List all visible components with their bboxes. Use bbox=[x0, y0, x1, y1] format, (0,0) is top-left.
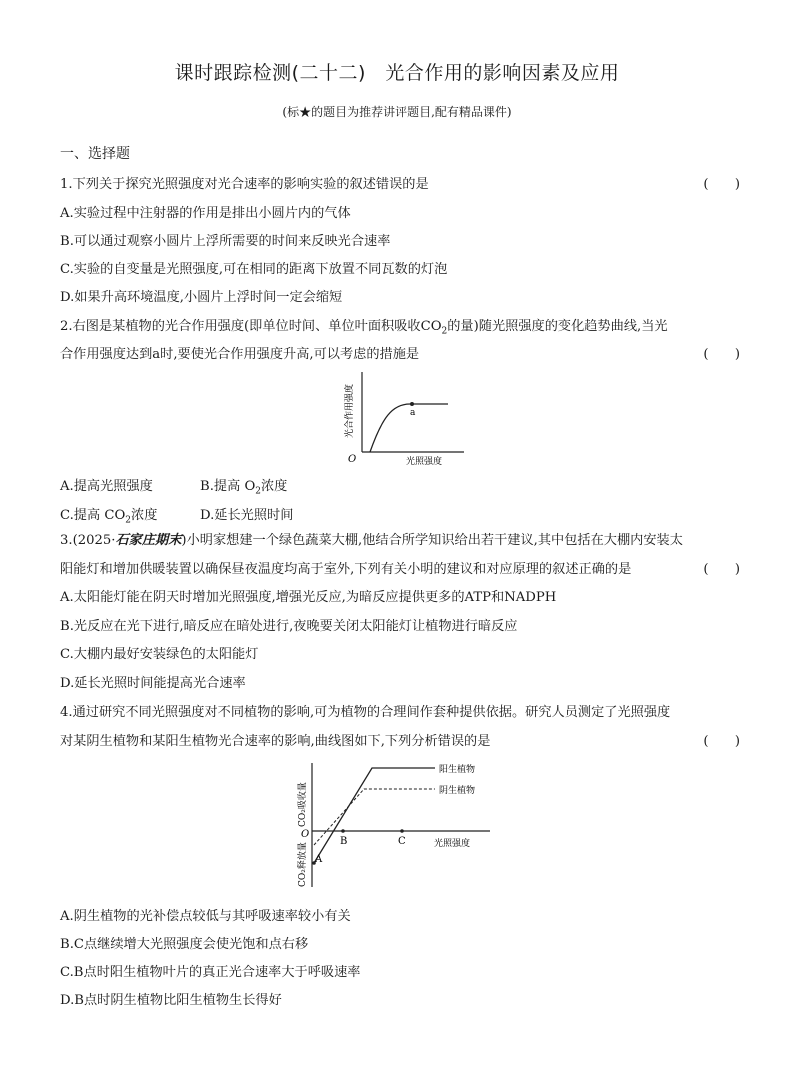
q3-option-b: B.光反应在光下进行,暗反应在暗处进行,夜晚要关闭太阳能灯让植物进行暗反应 bbox=[60, 619, 518, 634]
q2-curve bbox=[370, 404, 448, 452]
q4-shade-plant-curve bbox=[314, 789, 435, 845]
q2-graph bbox=[330, 368, 470, 470]
answer-paren: ( ) bbox=[703, 734, 740, 749]
q2-stem-line2 bbox=[60, 346, 740, 364]
page-subtitle: (标★的题目为推荐讲评题目,配有精品课件) bbox=[282, 105, 512, 119]
page-title: 课时跟踪检测(二十二) 光合作用的影响因素及应用 bbox=[174, 62, 620, 84]
q2-stem-text: 合作用强度达到a时,要使光合作用强度升高,可以考虑的措施是 bbox=[60, 347, 420, 362]
q1-stem-text: 1.下列关于探究光照强度对光合速率的影响实验的叙述错误的是 bbox=[60, 177, 429, 192]
section-heading: 一、选择题 bbox=[60, 146, 130, 162]
q2-option-b-text: B.提高 O bbox=[200, 479, 256, 494]
q4-point-b-label: B bbox=[340, 836, 348, 847]
q4-legend-sun: 阳生植物 bbox=[439, 765, 476, 775]
q3-stem-line1 bbox=[60, 532, 740, 550]
q4-point-a-label: A bbox=[315, 854, 323, 865]
q4-option-c: C.B点时阳生植物叶片的真正光合速率大于呼吸速率 bbox=[60, 965, 361, 980]
q2-y-axis-label: 光合作用强度 bbox=[345, 383, 355, 438]
answer-paren: ( ) bbox=[703, 347, 740, 362]
q2-origin-label: O bbox=[348, 454, 357, 465]
q3-stem-text: 阳能灯和增加供暖装置以确保昼夜温度均高于室外,下列有关小明的建议和对应原理的叙述正确的是 bbox=[60, 562, 632, 577]
q4-point-c-label: C bbox=[398, 836, 406, 847]
q2-option-c bbox=[60, 504, 157, 526]
q4-stem-line1: 4.通过研究不同光照强度对不同植物的影响,可为植物的合理间作套种提供依据。研究人员测定了光照强度 bbox=[60, 705, 671, 720]
q1-option-c: C.实验的自变量是光照强度,可在相同的距离下放置不同瓦数的灯泡 bbox=[60, 262, 448, 277]
q4-stem-line2 bbox=[60, 733, 740, 751]
q2-option-a: A.提高光照强度 bbox=[60, 479, 153, 494]
q4-option-b: B.C点继续增大光照强度会使光饱和点右移 bbox=[60, 937, 309, 952]
q3-option-a: A.太阳能灯能在阴天时增加光照强度,增强光反应,为暗反应提供更多的ATP和NADPH bbox=[60, 590, 557, 605]
q1-option-b: B.可以通过观察小圆片上浮所需要的时间来反映光合速率 bbox=[60, 234, 391, 249]
q3-option-c: C.大棚内最好安装绿色的太阳能灯 bbox=[60, 647, 259, 662]
q4-graph bbox=[285, 757, 500, 895]
q4-legend-shade: 阴生植物 bbox=[439, 786, 476, 796]
q3-stem-part: 3.(2025· bbox=[60, 533, 116, 548]
q4-sun-plant-curve bbox=[314, 768, 435, 863]
q3-stem-line2 bbox=[60, 561, 740, 579]
subscript: 2 bbox=[125, 515, 132, 526]
q2-stem-line1 bbox=[60, 318, 740, 341]
q2-point-a-label: a bbox=[410, 408, 416, 418]
q3-stem-part: )小明家想建一个绿色蔬菜大棚,他结合所学知识给出若干建议,其中包括在大棚内安装太 bbox=[181, 533, 683, 548]
q2-option-d: D.延长光照时间 bbox=[200, 508, 294, 523]
answer-paren: ( ) bbox=[703, 562, 740, 577]
q4-point-b-dot bbox=[341, 829, 345, 833]
q3-option-d: D.延长光照时间能提高光合速率 bbox=[60, 676, 246, 691]
subscript: 2 bbox=[255, 486, 261, 497]
q1-stem bbox=[60, 176, 740, 194]
q4-option-d: D.B点时阴生植物比阳生植物生长得好 bbox=[60, 993, 282, 1008]
q2-option-b bbox=[200, 475, 287, 497]
q1-option-d: D.如果升高环境温度,小圆片上浮时间一定会缩短 bbox=[60, 290, 343, 305]
q2-option-b-text: 浓度 bbox=[261, 479, 288, 494]
q1-option-a: A.实验过程中注射器的作用是排出小圆片内的气体 bbox=[60, 206, 351, 221]
q4-y-label-absorb: CO₂吸收量 bbox=[298, 782, 308, 827]
q3-source: 石家庄期末 bbox=[115, 533, 182, 548]
q4-stem-text: 对某阴生植物和某阳生植物光合速率的影响,曲线图如下,下列分析错误的是 bbox=[60, 734, 491, 749]
q4-x-axis-label: 光照强度 bbox=[434, 839, 471, 849]
q4-point-c-dot bbox=[400, 829, 404, 833]
q4-y-label-release: CO₂释放量 bbox=[298, 842, 308, 887]
answer-paren: ( ) bbox=[703, 177, 740, 192]
q2-point-a-dot bbox=[410, 402, 414, 406]
subscript: 2 bbox=[441, 326, 448, 337]
q2-stem-part: 2.右图是某植物的光合作用强度(即单位时间、单位叶面积吸收CO bbox=[60, 319, 442, 334]
q2-x-axis-label: 光照强度 bbox=[406, 457, 443, 467]
q2-option-c-text: C.提高 CO bbox=[60, 508, 126, 523]
q4-option-a: A.阴生植物的光补偿点较低与其呼吸速率较小有关 bbox=[60, 909, 351, 924]
q4-origin-label: O bbox=[301, 829, 310, 840]
q2-stem-part: 的量)随光照强度的变化趋势曲线,当光 bbox=[447, 319, 668, 334]
q2-option-c-text: 浓度 bbox=[131, 508, 158, 523]
